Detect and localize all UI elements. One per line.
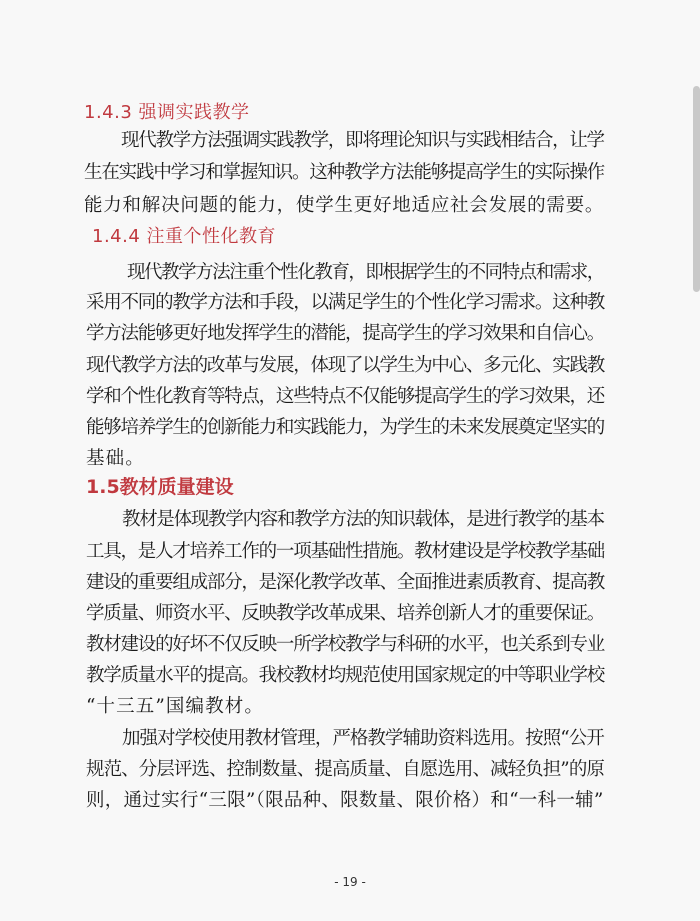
text-line: 能力和解决问题的能力，使学生更好地适应社会发展的需要。	[84, 195, 605, 216]
page-number: - 19 -	[334, 875, 366, 889]
text-line: “十三五”国编教材。	[86, 696, 264, 717]
heading-1-4-4: 1.4.4 注重个性化教育	[92, 226, 277, 247]
text-line: 工具，是人才培养工作的一项基础性措施。教材建设是学校教学基础	[86, 541, 605, 562]
text-line: 教材是体现教学内容和教学方法的知识载体，是进行教学的基本	[122, 509, 604, 530]
text-line: 教材建设的好坏不仅反映一所学校教学与科研的水平，也关系到专业	[86, 634, 605, 655]
text-line: 规范、分层评选、控制数量、提高质量、自愿选用、减轻负担”的原	[86, 759, 604, 780]
text-line: 采用不同的教学方法和手段，以满足学生的个性化学习需求。这种教	[86, 292, 605, 313]
text-line: 则，通过实行“三限”（限品种、限数量、限价格）和“一科一辅”	[86, 790, 604, 811]
text-line: 现代教学方法强调实践教学，即将理论知识与实践相结合，让学	[121, 130, 604, 151]
scrollbar-thumb[interactable]	[693, 86, 700, 292]
heading-1-5: 1.5教材质量建设	[86, 476, 234, 498]
text-line: 教学质量水平的提高。我校教材均规范使用国家规定的中等职业学校	[86, 665, 605, 686]
text-line: 生在实践中学习和掌握知识。这种教学方法能够提高学生的实际操作	[84, 162, 605, 183]
text-line: 现代教学方法注重个性化教育，即根据学生的不同特点和需求，	[127, 262, 604, 283]
text-line: 能够培养学生的创新能力和实践能力，为学生的未来发展奠定坚实的	[86, 417, 605, 438]
text-line: 现代教学方法的改革与发展，体现了以学生为中心、多元化、实践教	[86, 355, 605, 376]
text-line: 建设的重要组成部分，是深化教学改革、全面推进素质教育、提高教	[86, 572, 605, 593]
text-line: 学和个性化教育等特点，这些特点不仅能够提高学生的学习效果，还	[86, 386, 605, 407]
heading-1-4-3: 1.4.3 强调实践教学	[84, 102, 250, 123]
text-line: 学质量、师资水平、反映教学改革成果、培养创新人才的重要保证。	[86, 603, 605, 624]
text-line: 学方法能够更好地发挥学生的潜能，提高学生的学习效果和自信心。	[86, 323, 605, 344]
text-line: 加强对学校使用教材管理，严格教学辅助资料选用。按照“公开	[122, 728, 604, 749]
text-line: 基础。	[86, 448, 145, 469]
